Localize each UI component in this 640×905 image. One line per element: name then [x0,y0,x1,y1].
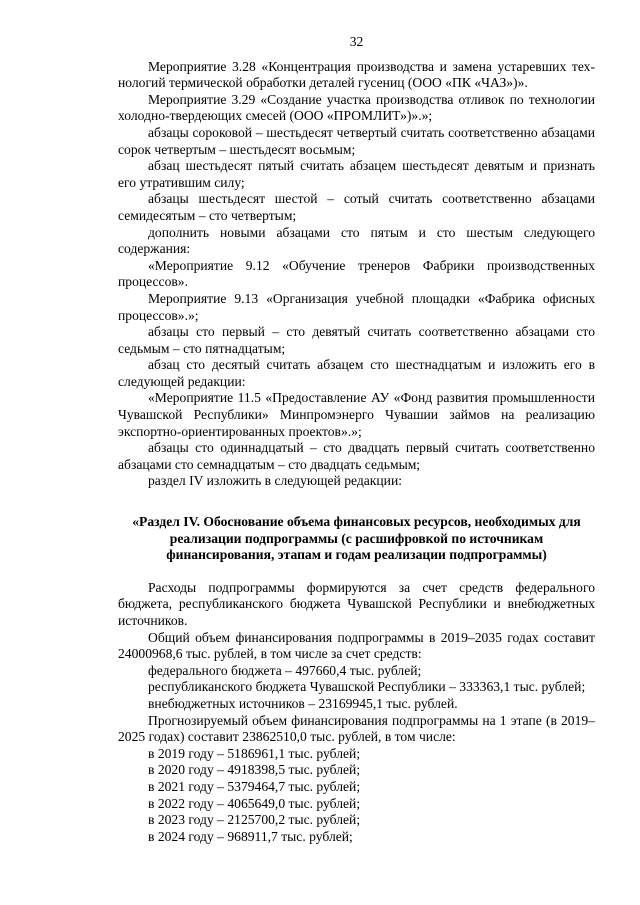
paragraph: Расходы подпрограммы формируются за счет средств федерального бюджета, республиканского бюджета Чувашской Республики и внебюджетных источников. [118,579,595,628]
paragraph: «Мероприятие 9.12 «Обучение тренеров Фабрики производственных процессов». [118,257,595,290]
paragraph: абзацы сороковой – шестьдесят четвертый считать соответственно абзацами сорок четвертым – шестьдесят восьмым; [118,124,595,157]
paragraph: Мероприятие 3.28 «Концентрация производства и замена устаревших технологий термической обработки деталей гусениц (ООО «ПК «ЧАЗ»)». [118,58,595,91]
paragraph: республиканского бюджета Чувашской Республики – 333363,1 тыс. рублей; [148,679,586,695]
paragraph: дополнить новыми абзацами сто пятым и сто шестым следующего содержания: [118,224,595,257]
paragraph: Мероприятие 3.29 «Создание участка производства отливок по технологии холодно-твердеющих смесей (ООО «ПРОМЛИТ»)».»; [118,91,595,124]
year-item: в 2024 году – 968911,7 тыс. рублей; [148,828,353,844]
section-heading: «Раздел IV. Обоснование объема финансовых ресурсов, необходимых для реализации подпрограммы (с расшифровкой по источникам финансирования, этапам и годам реализации подпрограммы) [132,514,581,563]
paragraph: федерального бюджета – 497660,4 тыс. рублей; [148,662,422,678]
paragraph: «Мероприятие 11.5 «Предоставление АУ «Фонд развития промышленности Чувашской Республики» Минпромэнерго Чувашии займов на реализацию экспортно-ориентированных проектов».»; [118,390,595,439]
paragraph: абзац сто десятый считать абзацем сто шестнадцатым и изложить его в следующей редакции: [118,357,595,389]
paragraph: абзацы сто первый – сто девятый считать соответственно абзацами сто седьмым – сто пятнадцатым; [118,324,595,356]
paragraph: Прогнозируемый объем финансирования подпрограммы на 1 этапе (в 2019–2025 годах) составит 23862510,0 тыс. рублей, в том числе: [118,712,595,745]
year-item: в 2021 году – 5379464,7 тыс. рублей; [148,778,361,794]
year-item: в 2022 году – 4065649,0 тыс. рублей; [148,795,361,811]
document-page [118,34,595,845]
paragraph: абзацы сто одиннадцатый – сто двадцать первый считать соответственно абзацами сто семнадцатым – сто двадцать седьмым; [118,440,595,472]
paragraph: Общий объем финансирования подпрограммы в 2019–2035 годах составит 24000968,6 тыс. рублей, в том числе за счет средств: [118,629,595,662]
paragraph: Мероприятие 9.13 «Организация учебной площадки «Фабрика офисных процессов».»; [118,290,595,323]
page-number: 32 [349,34,364,49]
year-item: в 2019 году – 5186961,1 тыс. рублей; [148,745,361,761]
paragraph: внебюджетных источников – 23169945,1 тыс. рублей. [148,695,458,711]
paragraph: абзац шестьдесят пятый считать абзацем шестьдесят девятым и признать его утратившим силу; [118,158,595,190]
year-item: в 2020 году – 4918398,5 тыс. рублей; [148,762,361,778]
paragraph: абзацы шестьдесят шестой – сотый считать соответственно абзацами семидесятым – сто четвертым; [118,191,595,223]
paragraph: раздел IV изложить в следующей редакции: [148,473,403,489]
year-item: в 2023 году – 2125700,2 тыс. рублей; [148,812,361,828]
